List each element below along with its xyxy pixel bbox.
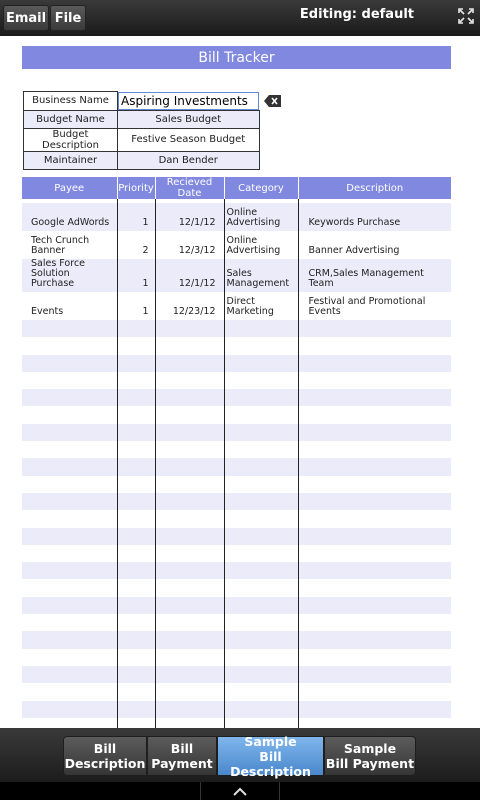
table-cell-priority[interactable]: 1: [117, 292, 155, 320]
table-cell-category[interactable]: Online Advertising: [224, 203, 298, 231]
table-cell-empty[interactable]: [155, 458, 224, 475]
table-row: [22, 389, 451, 406]
table-cell-empty[interactable]: [117, 372, 155, 389]
table-cell-empty[interactable]: [298, 562, 451, 579]
table-cell-date[interactable]: 12/1/12: [155, 203, 224, 231]
table-cell-payee[interactable]: Tech Crunch Banner: [22, 231, 117, 259]
table-row: [22, 528, 451, 545]
table-cell-empty[interactable]: [22, 545, 117, 562]
column-header-description[interactable]: Description: [298, 177, 451, 199]
maintainer-value[interactable]: Dan Bender: [118, 151, 260, 169]
table-cell-empty[interactable]: [298, 545, 451, 562]
table-cell-empty[interactable]: [298, 631, 451, 648]
table-cell-category[interactable]: Online Advertising: [224, 231, 298, 259]
table-cell-empty[interactable]: [224, 649, 298, 666]
table-cell-empty[interactable]: [298, 458, 451, 475]
table-row: [22, 476, 451, 493]
table-cell-empty[interactable]: [117, 441, 155, 458]
table-cell-empty[interactable]: [298, 406, 451, 423]
info-row-budget-description: [24, 128, 260, 151]
table-cell-empty[interactable]: [22, 320, 117, 337]
table-cell-empty[interactable]: [22, 562, 117, 579]
table-cell-empty[interactable]: [155, 631, 224, 648]
table-row: [22, 320, 451, 337]
table-cell-empty[interactable]: [117, 701, 155, 718]
table-cell-empty[interactable]: [224, 320, 298, 337]
fullscreen-icon[interactable]: [458, 8, 474, 24]
table-cell-empty[interactable]: [224, 493, 298, 510]
table-cell-empty[interactable]: [117, 476, 155, 493]
backspace-clear-icon[interactable]: [264, 95, 281, 107]
table-cell-empty[interactable]: [117, 562, 155, 579]
table-cell-empty[interactable]: [117, 458, 155, 475]
table-row: [22, 355, 451, 372]
table-cell-empty[interactable]: [298, 614, 451, 631]
info-row-budget-name: [24, 110, 260, 128]
table-row: [22, 372, 451, 389]
table-row: [22, 458, 451, 475]
table-cell-empty[interactable]: [22, 372, 117, 389]
table-cell-empty[interactable]: [22, 424, 117, 441]
table-cell-empty[interactable]: [117, 424, 155, 441]
table-row: [22, 292, 451, 320]
table-cell-empty[interactable]: [155, 337, 224, 354]
table-cell-empty[interactable]: [155, 649, 224, 666]
table-cell-empty[interactable]: [298, 476, 451, 493]
table-cell-empty[interactable]: [117, 510, 155, 527]
table-cell-empty[interactable]: [22, 528, 117, 545]
tab-bill-payment[interactable]: Bill Payment: [147, 736, 217, 776]
business-name-input[interactable]: [118, 92, 259, 110]
table-cell-empty[interactable]: [117, 683, 155, 700]
table-cell-empty[interactable]: [117, 355, 155, 372]
budget-name-label: Budget Name: [24, 110, 118, 128]
table-row: [22, 406, 451, 423]
budget-info-table: [23, 91, 260, 170]
table-cell-empty[interactable]: [22, 701, 117, 718]
table-cell-description[interactable]: Banner Advertising: [298, 231, 451, 259]
table-cell-empty[interactable]: [117, 389, 155, 406]
table-cell-empty[interactable]: [22, 337, 117, 354]
info-row-business-name: [24, 92, 260, 111]
table-cell-empty[interactable]: [224, 701, 298, 718]
table-cell-empty[interactable]: [224, 424, 298, 441]
table-cell-empty[interactable]: [298, 701, 451, 718]
table-cell-empty[interactable]: [155, 424, 224, 441]
table-row: [22, 493, 451, 510]
table-cell-empty[interactable]: [22, 579, 117, 596]
table-cell-empty[interactable]: [117, 337, 155, 354]
table-cell-date[interactable]: 12/3/12: [155, 231, 224, 259]
table-cell-empty[interactable]: [155, 372, 224, 389]
table-row: [22, 562, 451, 579]
table-row: [22, 683, 451, 700]
email-button[interactable]: Email: [3, 5, 49, 31]
sheet-title: Bill Tracker: [22, 46, 451, 69]
table-cell-empty[interactable]: [224, 389, 298, 406]
table-row: [22, 597, 451, 614]
table-cell-empty[interactable]: [224, 372, 298, 389]
table-cell-category[interactable]: Direct Marketing: [224, 292, 298, 320]
table-cell-empty[interactable]: [155, 320, 224, 337]
table-cell-empty[interactable]: [22, 355, 117, 372]
table-row: [22, 231, 451, 259]
table-cell-empty[interactable]: [298, 372, 451, 389]
table-cell-empty[interactable]: [22, 441, 117, 458]
table-cell-empty[interactable]: [224, 683, 298, 700]
table-row: [22, 545, 451, 562]
column-header-payee[interactable]: Payee: [22, 177, 117, 199]
table-cell-empty[interactable]: [224, 406, 298, 423]
table-row: [22, 259, 451, 292]
table-cell-empty[interactable]: [117, 666, 155, 683]
table-row: [22, 337, 451, 354]
table-cell-empty[interactable]: [224, 355, 298, 372]
bill-table: [22, 177, 451, 735]
table-cell-empty[interactable]: [224, 631, 298, 648]
table-cell-empty[interactable]: [117, 406, 155, 423]
table-cell-empty[interactable]: [22, 597, 117, 614]
table-cell-empty[interactable]: [22, 476, 117, 493]
table-cell-empty[interactable]: [224, 666, 298, 683]
table-cell-empty[interactable]: [298, 493, 451, 510]
table-cell-empty[interactable]: [155, 614, 224, 631]
table-cell-payee[interactable]: Sales Force Solution Purchase: [22, 259, 117, 292]
column-header-priority[interactable]: Priority: [117, 177, 155, 199]
table-cell-empty[interactable]: [224, 579, 298, 596]
table-cell-empty[interactable]: [155, 493, 224, 510]
table-row: [22, 666, 451, 683]
table-cell-date[interactable]: 12/1/12: [155, 259, 224, 292]
table-cell-empty[interactable]: [155, 441, 224, 458]
table-cell-empty[interactable]: [117, 320, 155, 337]
table-cell-empty[interactable]: [298, 528, 451, 545]
table-cell-empty[interactable]: [155, 355, 224, 372]
table-cell-empty[interactable]: [117, 649, 155, 666]
table-cell-empty[interactable]: [22, 510, 117, 527]
top-toolbar: [0, 0, 480, 36]
business-name-cell[interactable]: [118, 92, 260, 111]
table-cell-empty[interactable]: [298, 579, 451, 596]
budget-name-value[interactable]: Sales Budget: [118, 110, 260, 128]
chevron-up-icon: [233, 787, 247, 796]
table-cell-empty[interactable]: [117, 631, 155, 648]
tab-sample-bill-payment[interactable]: Sample Bill Payment: [324, 736, 416, 776]
table-cell-empty[interactable]: [298, 424, 451, 441]
table-cell-empty[interactable]: [155, 389, 224, 406]
table-cell-description[interactable]: Festival and Promotional Events: [298, 292, 451, 320]
table-cell-empty[interactable]: [224, 528, 298, 545]
file-button[interactable]: File: [50, 5, 86, 31]
table-cell-empty[interactable]: [224, 337, 298, 354]
editing-title: Editing: default: [299, 7, 414, 22]
table-cell-empty[interactable]: [155, 476, 224, 493]
table-cell-empty[interactable]: [117, 493, 155, 510]
table-row: [22, 631, 451, 648]
table-cell-empty[interactable]: [117, 545, 155, 562]
table-row: [22, 614, 451, 631]
table-cell-empty[interactable]: [224, 562, 298, 579]
table-cell-empty[interactable]: [298, 510, 451, 527]
tab-sample-bill-description[interactable]: Sample Bill Description: [217, 736, 324, 776]
table-cell-empty[interactable]: [117, 528, 155, 545]
business-name-label: Business Name: [24, 92, 118, 111]
table-cell-empty[interactable]: [298, 441, 451, 458]
table-cell-empty[interactable]: [298, 320, 451, 337]
table-cell-category[interactable]: Sales Management: [224, 259, 298, 292]
budget-description-value[interactable]: Festive Season Budget: [118, 128, 260, 151]
table-cell-empty[interactable]: [298, 597, 451, 614]
table-cell-empty[interactable]: [155, 528, 224, 545]
table-cell-empty[interactable]: [298, 683, 451, 700]
system-nav-bar: [0, 782, 480, 800]
table-cell-empty[interactable]: [155, 597, 224, 614]
table-row: [22, 424, 451, 441]
table-cell-empty[interactable]: [224, 458, 298, 475]
tab-bill-description[interactable]: Bill Description: [63, 736, 147, 776]
bill-table-header: [22, 177, 451, 199]
column-header-category[interactable]: Category: [224, 177, 298, 199]
table-cell-empty[interactable]: [22, 614, 117, 631]
table-cell-empty[interactable]: [22, 683, 117, 700]
table-cell-empty[interactable]: [298, 389, 451, 406]
table-cell-empty[interactable]: [224, 614, 298, 631]
table-cell-empty[interactable]: [155, 562, 224, 579]
table-cell-payee[interactable]: Events: [22, 292, 117, 320]
info-row-maintainer: [24, 151, 260, 169]
table-cell-empty[interactable]: [155, 510, 224, 527]
table-cell-empty[interactable]: [155, 406, 224, 423]
table-cell-empty[interactable]: [22, 649, 117, 666]
table-cell-empty[interactable]: [22, 631, 117, 648]
table-cell-empty[interactable]: [22, 493, 117, 510]
table-cell-priority[interactable]: 2: [117, 231, 155, 259]
table-cell-empty[interactable]: [298, 355, 451, 372]
table-cell-empty[interactable]: [155, 666, 224, 683]
sheet-tab-bar: [0, 728, 480, 782]
table-row: [22, 579, 451, 596]
table-cell-empty[interactable]: [22, 406, 117, 423]
table-row: [22, 510, 451, 527]
table-cell-date[interactable]: 12/23/12: [155, 292, 224, 320]
table-row: [22, 649, 451, 666]
table-cell-empty[interactable]: [298, 337, 451, 354]
table-cell-empty[interactable]: [155, 579, 224, 596]
table-cell-empty[interactable]: [224, 545, 298, 562]
table-cell-empty[interactable]: [298, 666, 451, 683]
table-cell-empty[interactable]: [155, 545, 224, 562]
table-cell-priority[interactable]: 1: [117, 203, 155, 231]
table-cell-empty[interactable]: [298, 649, 451, 666]
table-row: [22, 701, 451, 718]
table-cell-empty[interactable]: [224, 510, 298, 527]
table-cell-payee[interactable]: Google AdWords: [22, 203, 117, 231]
nav-up-button[interactable]: [200, 782, 280, 800]
table-row: [22, 441, 451, 458]
table-row: [22, 203, 451, 231]
budget-description-label: Budget Description: [24, 128, 118, 151]
table-cell-empty[interactable]: [117, 614, 155, 631]
table-cell-empty[interactable]: [22, 666, 117, 683]
column-header-received-date[interactable]: Recieved Date: [155, 177, 224, 199]
table-cell-priority[interactable]: 1: [117, 259, 155, 292]
table-cell-empty[interactable]: [117, 579, 155, 596]
table-cell-empty[interactable]: [224, 476, 298, 493]
table-cell-empty[interactable]: [117, 597, 155, 614]
table-cell-empty[interactable]: [155, 683, 224, 700]
table-cell-description[interactable]: CRM,Sales Management Team: [298, 259, 451, 292]
table-cell-empty[interactable]: [22, 458, 117, 475]
table-cell-empty[interactable]: [155, 701, 224, 718]
table-cell-description[interactable]: Keywords Purchase: [298, 203, 451, 231]
table-cell-empty[interactable]: [224, 597, 298, 614]
table-cell-empty[interactable]: [22, 389, 117, 406]
table-cell-empty[interactable]: [224, 441, 298, 458]
maintainer-label: Maintainer: [24, 151, 118, 169]
